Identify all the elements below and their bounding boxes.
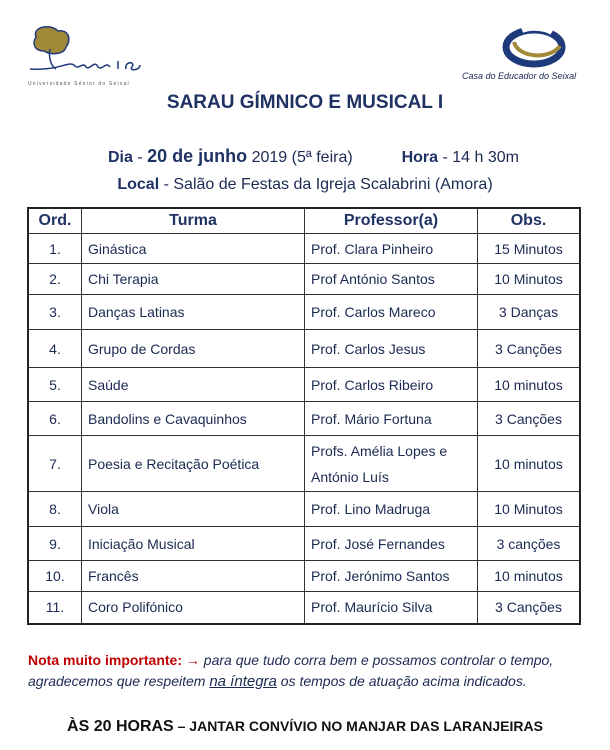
note-label: Nota muito importante:	[28, 652, 182, 668]
row-professor: Prof. Mário Fortuna	[305, 402, 478, 436]
row-ord: 11.	[28, 592, 82, 624]
arrow-icon: →	[185, 652, 200, 668]
table-row	[28, 330, 580, 368]
row-turma: Iniciação Musical	[82, 527, 305, 561]
event-year: 2019 (5ª feira)	[251, 149, 353, 166]
event-time: 14 h 30m	[452, 149, 519, 166]
row-obs: 15 Minutos	[478, 234, 581, 264]
row-professor: Prof António Santos	[305, 264, 478, 295]
table-row	[28, 234, 580, 264]
header-obs: Obs.	[478, 208, 581, 234]
dia-label: Dia	[108, 149, 133, 166]
table-row	[28, 295, 580, 330]
row-ord: 3.	[28, 295, 82, 330]
note-text-end: os tempos de atuação acima indicados.	[280, 673, 527, 689]
event-date: 20 de junho	[147, 146, 248, 166]
page-title: SARAU GÍMNICO E MUSICAL I	[166, 92, 444, 113]
program-table	[27, 207, 581, 625]
dinner-time: ÀS 20 HORAS	[67, 718, 174, 735]
header-professor: Professor(a)	[305, 208, 478, 234]
hora-label: Hora	[401, 149, 439, 166]
row-professor: Prof. Carlos Jesus	[305, 330, 478, 368]
dinner-text: – JANTAR CONVÍVIO NO MANJAR DAS LARANJEIRAS	[177, 718, 543, 734]
dinner-announcement	[0, 718, 610, 736]
row-professor: Prof. Carlos Ribeiro	[305, 368, 478, 402]
local-label: Local	[117, 176, 160, 193]
table-row	[28, 592, 580, 624]
row-ord: 8.	[28, 492, 82, 527]
row-professor: Profs. Amélia Lopes e António Luís	[305, 436, 478, 492]
row-professor: Prof. Carlos Mareco	[305, 295, 478, 330]
table-row	[28, 264, 580, 295]
row-ord: 6.	[28, 402, 82, 436]
row-obs: 3 Canções	[478, 402, 581, 436]
event-location: Salão de Festas da Igreja Scalabrini (Amora)	[173, 176, 493, 193]
row-obs: 10 Minutos	[478, 264, 581, 295]
row-ord: 2.	[28, 264, 82, 295]
row-turma: Saúde	[82, 368, 305, 402]
table-row	[28, 402, 580, 436]
row-obs: 3 canções	[478, 527, 581, 561]
row-ord: 10.	[28, 561, 82, 592]
row-professor: Prof. Lino Madruga	[305, 492, 478, 527]
row-turma: Poesia e Recitação Poética	[82, 436, 305, 492]
row-turma: Danças Latinas	[82, 295, 305, 330]
table-row	[28, 561, 580, 592]
row-ord: 9.	[28, 527, 82, 561]
row-turma: Francês	[82, 561, 305, 592]
row-turma: Ginástica	[82, 234, 305, 264]
unis-logo-caption: Universidade Sénior do Seixal	[28, 81, 130, 87]
date-time-line: Dia - 20 de junho 2019 (5ª feira) Hora - 14 h 30m	[108, 146, 519, 166]
row-obs: 10 minutos	[478, 561, 581, 592]
row-professor: Prof. Jerónimo Santos	[305, 561, 478, 592]
row-turma: Chi Terapia	[82, 264, 305, 295]
row-obs: 10 minutos	[478, 436, 581, 492]
header-ord: Ord.	[28, 208, 82, 234]
row-ord: 4.	[28, 330, 82, 368]
row-obs: 3 Danças	[478, 295, 581, 330]
row-turma: Coro Polifónico	[82, 592, 305, 624]
row-turma: Bandolins e Cavaquinhos	[82, 402, 305, 436]
location-line: Local - Salão de Festas da Igreja Scalabrini (Amora)	[117, 176, 493, 193]
row-professor: Prof. Clara Pinheiro	[305, 234, 478, 264]
row-ord: 5.	[28, 368, 82, 402]
row-ord: 1.	[28, 234, 82, 264]
note-emphasis: na íntegra	[209, 673, 277, 690]
row-professor: Prof. Maurício Silva	[305, 592, 478, 624]
row-obs: 3 Canções	[478, 330, 581, 368]
casa-educador-caption: Casa do Educador do Seixal	[462, 71, 577, 81]
casa-educador-logo	[462, 22, 592, 84]
row-ord: 7.	[28, 436, 82, 492]
row-turma: Grupo de Cordas	[82, 330, 305, 368]
row-obs: 10 Minutos	[478, 492, 581, 527]
row-turma: Viola	[82, 492, 305, 527]
row-professor: Prof. José Fernandes	[305, 527, 478, 561]
header-turma: Turma	[82, 208, 305, 234]
row-obs: 3 Canções	[478, 592, 581, 624]
table-row	[28, 368, 580, 402]
important-note	[28, 650, 568, 692]
note-text: para que tudo corra bem e possamos controlar o tempo, agradecemos que respeitem	[28, 652, 554, 689]
table-row	[28, 527, 580, 561]
table-row	[28, 436, 580, 492]
unis-logo	[28, 25, 153, 85]
table-row	[28, 492, 580, 527]
row-obs: 10 minutos	[478, 368, 581, 402]
